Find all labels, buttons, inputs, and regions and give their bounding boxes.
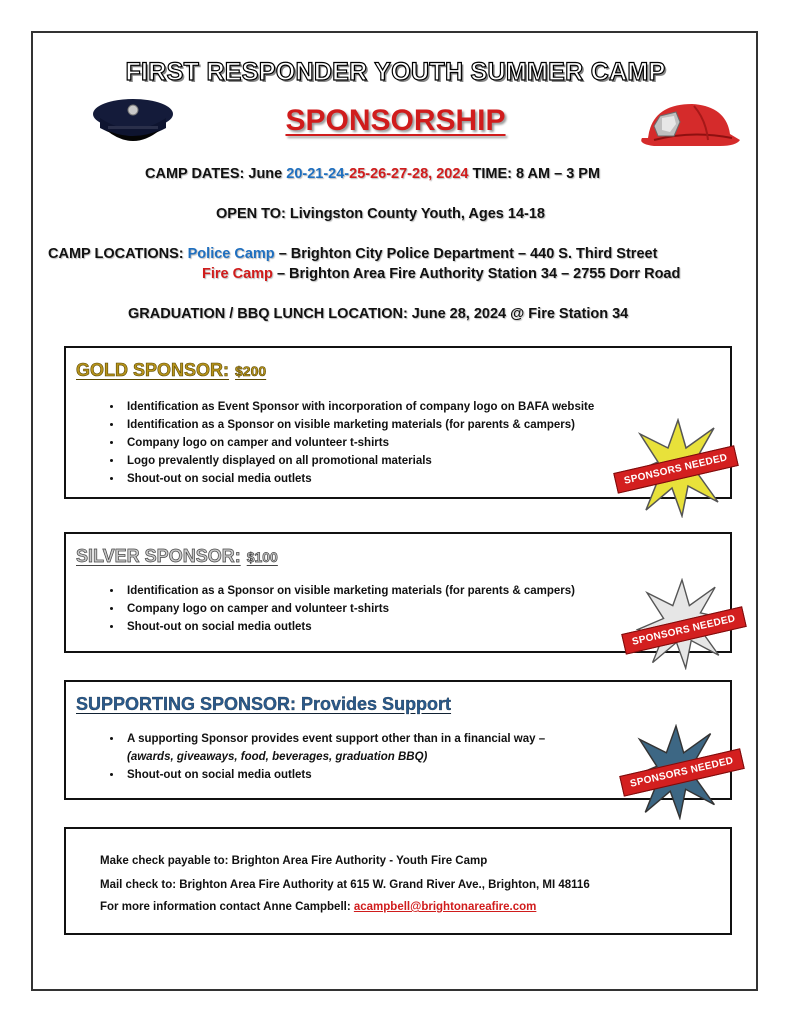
gold-benefits-list bbox=[101, 398, 594, 488]
list-item: • Company logo on camper and volunteer t-shirts bbox=[123, 434, 594, 452]
camp-dates-police: 20-21-24- bbox=[286, 166, 350, 182]
camp-dates-fire: 25-26-27-28, 2024 bbox=[349, 166, 469, 182]
police-camp-detail: – Brighton City Police Department – 440 S. Third Street bbox=[274, 246, 658, 262]
page-title: FIRST RESPONDER YOUTH SUMMER CAMP bbox=[125, 58, 666, 86]
silver-sponsor-heading bbox=[76, 546, 278, 567]
list-item: • Shout-out on social media outlets bbox=[123, 470, 594, 488]
check-payable-line: Make check payable to: Brighton Area Fire Authority - Youth Fire Camp bbox=[100, 855, 488, 867]
open-to-line: OPEN TO: Livingston County Youth, Ages 14-18 bbox=[216, 206, 545, 222]
list-item: • Shout-out on social media outlets bbox=[123, 618, 575, 636]
camp-dates-line bbox=[145, 166, 600, 182]
page-subtitle: SPONSORSHIP bbox=[285, 104, 506, 137]
gold-sponsors-needed-badge: SPONSORS NEEDED bbox=[613, 445, 738, 493]
police-camp-name: Police Camp bbox=[187, 246, 275, 262]
supporting-benefits-list bbox=[101, 730, 545, 784]
list-item: • Company logo on camper and volunteer t-shirts bbox=[123, 600, 575, 618]
supporting-sponsor-heading: SUPPORTING SPONSOR: Provides Support bbox=[76, 694, 452, 714]
list-item: • Identification as Event Sponsor with incorporation of company logo on BAFA website bbox=[123, 398, 594, 416]
fire-camp-name: Fire Camp bbox=[202, 266, 273, 282]
camp-dates-label: CAMP DATES: June bbox=[145, 166, 287, 182]
list-item: • Identification as a Sponsor on visible marketing materials (for parents & campers) bbox=[123, 582, 575, 600]
list-item: • Logo prevalently displayed on all promotional materials bbox=[123, 452, 594, 470]
mail-check-line: Mail check to: Brighton Area Fire Authority at 615 W. Grand River Ave., Brighton, MI 48116 bbox=[100, 879, 590, 891]
silver-sponsor-title: SILVER SPONSOR: bbox=[76, 546, 241, 566]
contact-email-link[interactable]: acampbell@brightonareafire.com bbox=[353, 901, 537, 913]
list-item: • Shout-out on social media outlets bbox=[123, 766, 545, 784]
supporting-sponsors-needed-badge: SPONSORS NEEDED bbox=[619, 748, 744, 796]
supporting-item-note: (awards, giveaways, food, beverages, graduation BBQ) bbox=[127, 751, 428, 763]
contact-box bbox=[64, 827, 732, 935]
camp-locations-line bbox=[48, 246, 657, 262]
graduation-line: GRADUATION / BBQ LUNCH LOCATION: June 28, 2024 @ Fire Station 34 bbox=[128, 306, 629, 322]
gold-sponsor-amount: $200 bbox=[235, 363, 267, 379]
list-item: • Identification as a Sponsor on visible marketing materials (for parents & campers) bbox=[123, 416, 594, 434]
gold-sponsor-title: GOLD SPONSOR: bbox=[76, 360, 230, 380]
gold-sponsor-heading bbox=[76, 360, 266, 381]
silver-benefits-list bbox=[101, 582, 575, 636]
camp-locations-label: CAMP LOCATIONS: bbox=[48, 246, 188, 262]
silver-sponsor-amount: $100 bbox=[246, 549, 278, 565]
more-info-line bbox=[100, 901, 536, 913]
silver-sponsors-needed-badge: SPONSORS NEEDED bbox=[621, 606, 746, 654]
more-info-label: For more information contact Anne Campbell: bbox=[100, 901, 354, 913]
camp-time: TIME: 8 AM – 3 PM bbox=[468, 166, 601, 182]
supporting-item-text: A supporting Sponsor provides event support other than in a financial way – bbox=[127, 733, 546, 745]
list-item bbox=[123, 730, 545, 766]
fire-camp-line bbox=[202, 266, 680, 282]
fire-camp-detail: – Brighton Area Fire Authority Station 34 – 2755 Dorr Road bbox=[272, 266, 681, 282]
